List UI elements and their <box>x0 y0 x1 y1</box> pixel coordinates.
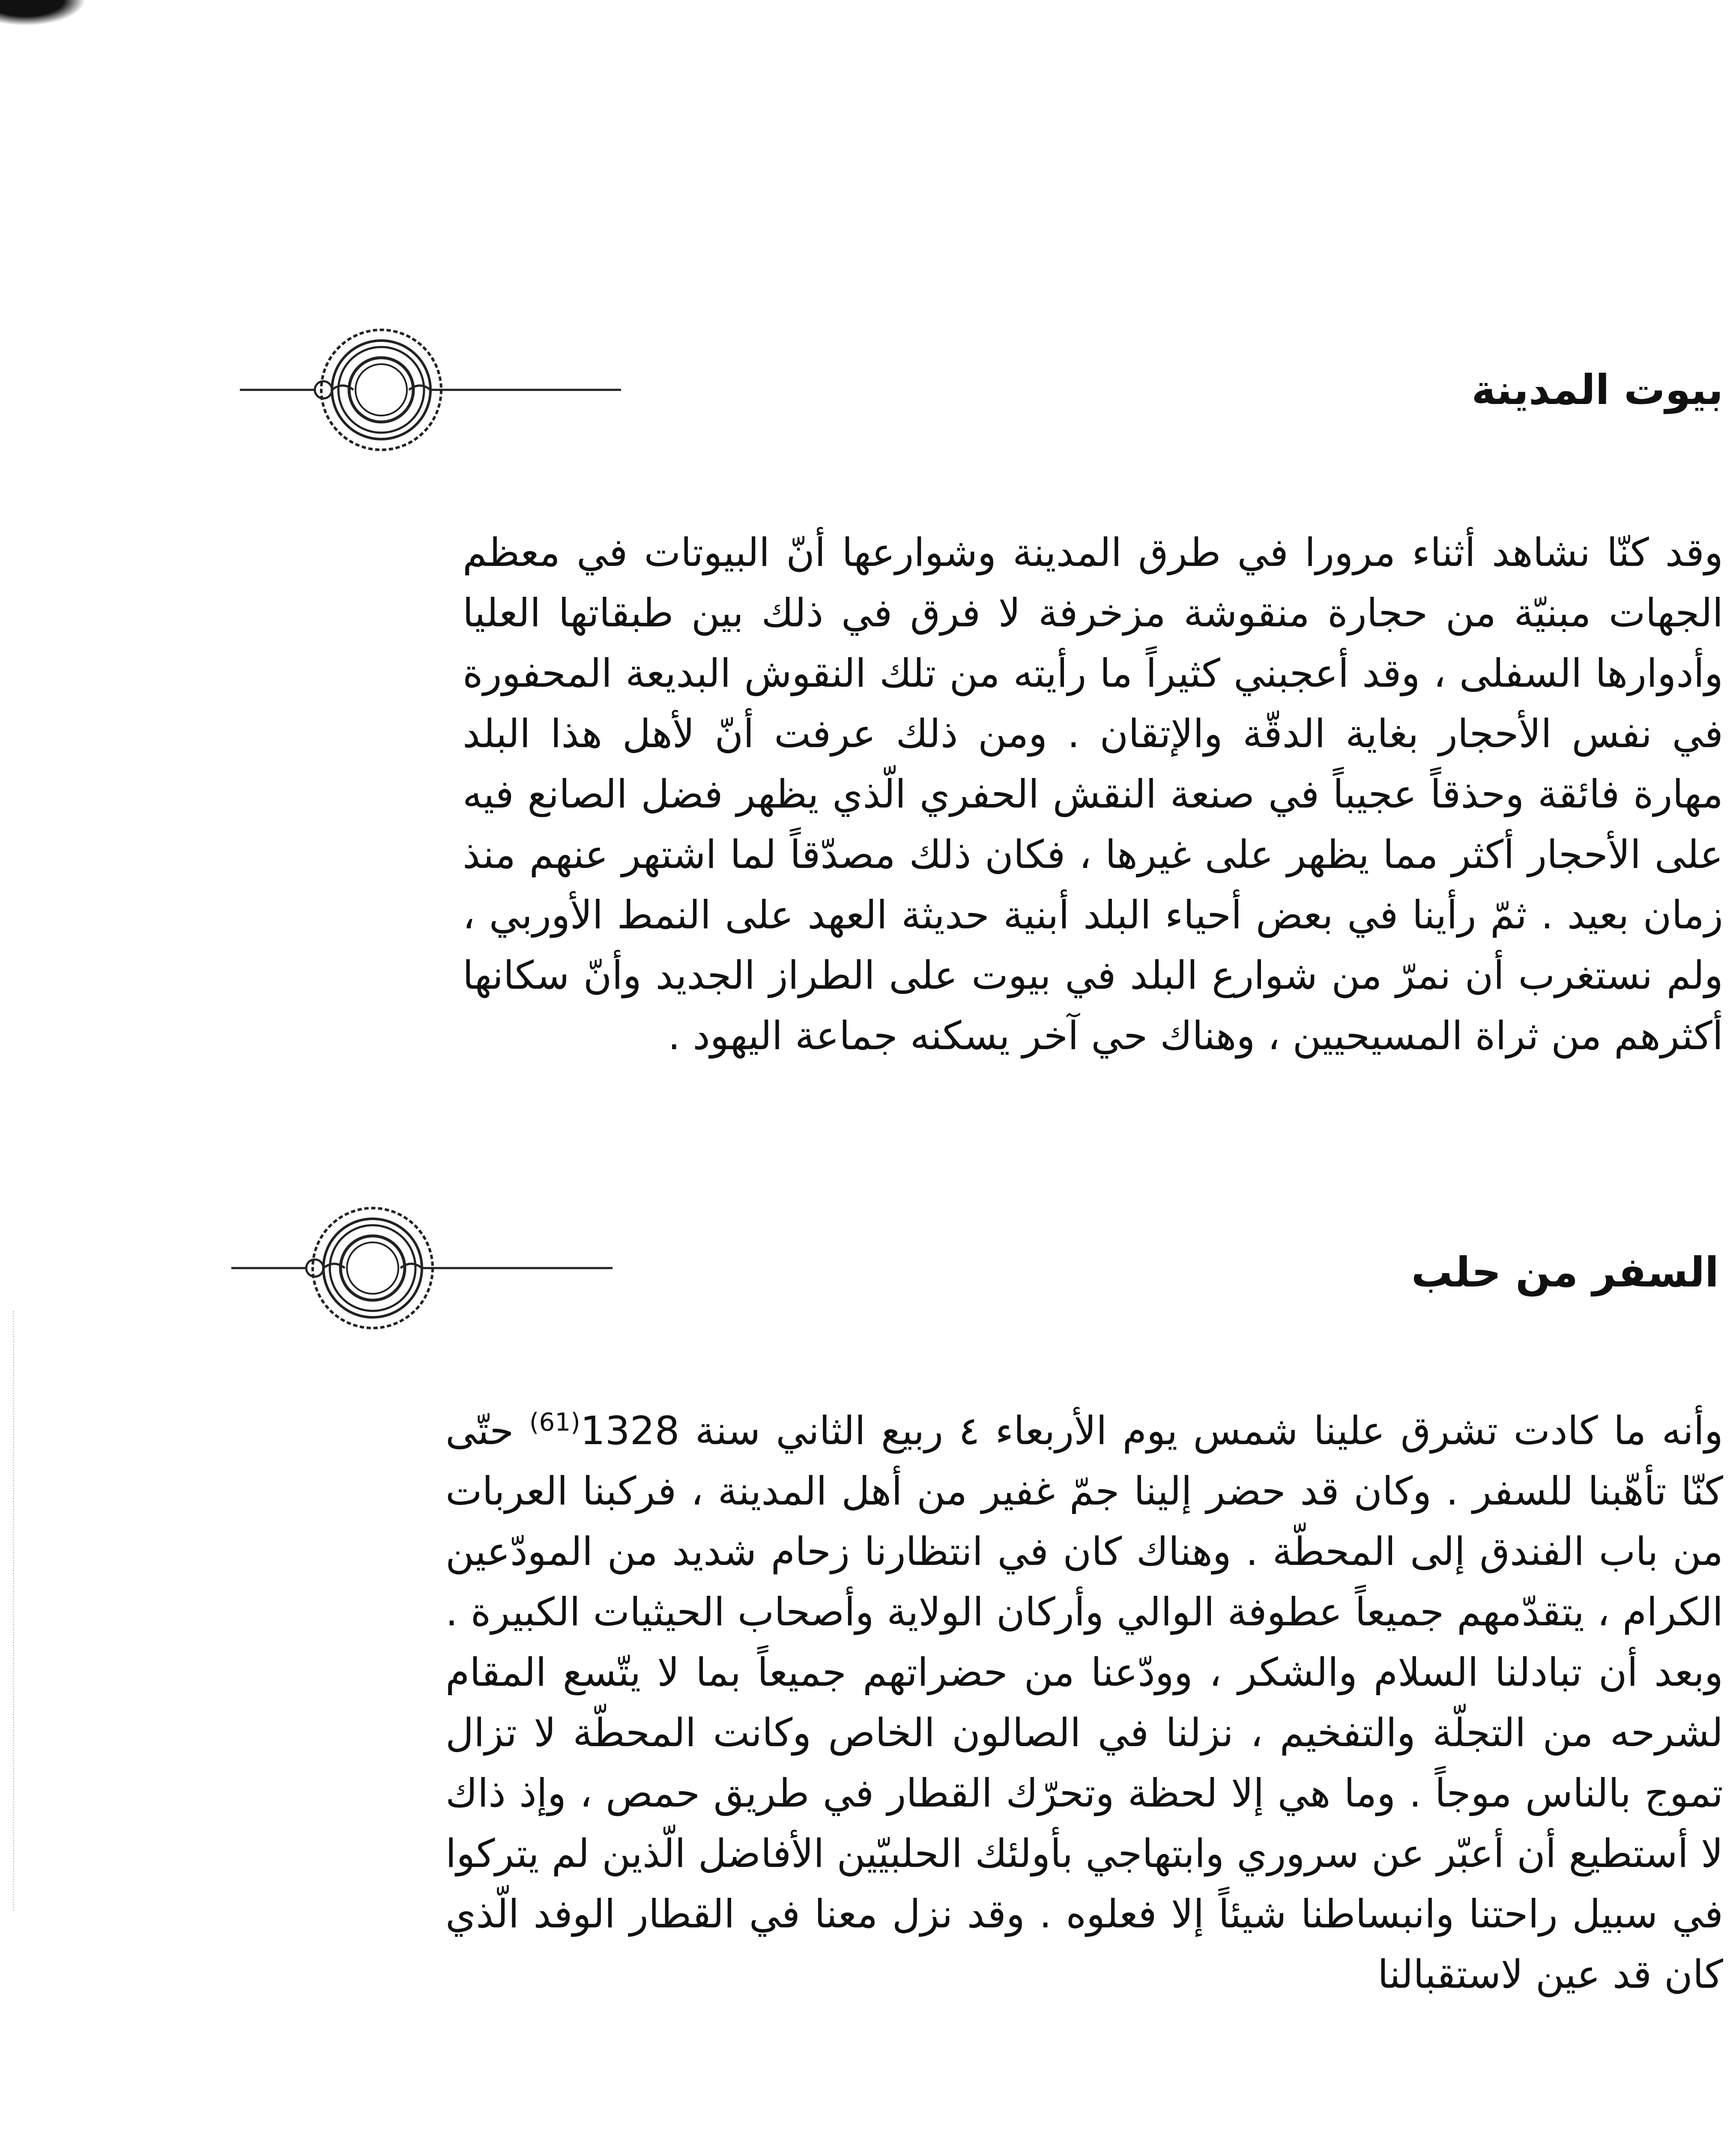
scan-shadow-top <box>0 0 86 26</box>
section-title: بيوت المدينة <box>1471 366 1723 414</box>
ornament-divider-icon <box>240 317 625 463</box>
paragraph <box>445 1401 1723 2005</box>
ornament-divider-icon <box>231 1195 617 1341</box>
footnote-reference[interactable]: (61) <box>529 1407 580 1437</box>
section-heading-row <box>0 317 1736 463</box>
paragraph: وقد كنّا نشاهد أثناء مرورا في طرق المدينة وشوارعها أنّ البيوتات في معظم الجهات مبنيّة من حجارة منقوشة مزخرفة لا فرق في ذلك بين طبقاتها العليا وأدوارها السفلى ، وقد أعجبني كثيراً ما رأيته من تلك النقوش البديعة المحفورة في نفس الأحجار بغاية الدقّة والإتقان . ومن ذلك عرفت أنّ لأهل هذا البلد مهارة فائقة وحذقاً عجيباً في صنعة النقش الحفري الّذي يظهر فضل الصانع فيه على الأحجار أكثر مما يظهر على غيرها ، فكان ذلك مصدّقاً لما اشتهر عنهم منذ زمان بعيد . ثمّ رأينا في بعض أحياء البلد أبنية حديثة العهد على النمط الأوربي ، ولم نستغرب أن نمرّ من شوارع البلد في بيوت على الطراز الجديد وأنّ سكانها أكثرهم من ثراة المسيحيين ، وهناك حي آخر يسكنه جماعة اليهود . <box>463 530 1723 1059</box>
section-title: السفر من حلب <box>1411 1248 1719 1296</box>
paragraph-rest: حتّى كنّا تأهّبنا للسفر . وكان قد حضر إلينا جمّ غفير من أهل المدينة ، فركبنا العربات من باب الفندق إلى المحطّة . وهناك كان في انتظارنا زحام شديد من المودّعين الكرام ، يتقدّمهم جميعاً عطوفة الوالي وأركان الولاية وأصحاب الحيثيات الكبيرة . وبعد أن تبادلنا السلام والشكر ، وودّعنا من حضراتهم جميعاً بما لا يتّسع المقام لشرحه من التجلّة والتفخيم ، نزلنا في الصالون الخاص وكانت المحطّة لا تزال تموج بالناس موجاً . وما هي إلا لحظة وتحرّك القطار في طريق حمص ، وإذ ذاك لا أستطيع أن أعبّر عن سروري وابتهاجي بأولئك الحلبيّين الأفاضل الّذين لم يتركوا في سبيل راحتنا وانبساطنا شيئاً إلا فعلوه . وقد نزل معنا في القطار الوفد الّذي كان قد عين لاستقبالنا <box>445 1409 1723 1997</box>
scan-binding-edge <box>13 1311 31 1911</box>
section-heading-row <box>0 1195 1736 1341</box>
paragraph-intro: وأنه ما كادت تشرق علينا شمس يوم الأربعاء ٤ ربيع الثاني سنة 1328 <box>580 1409 1723 1454</box>
